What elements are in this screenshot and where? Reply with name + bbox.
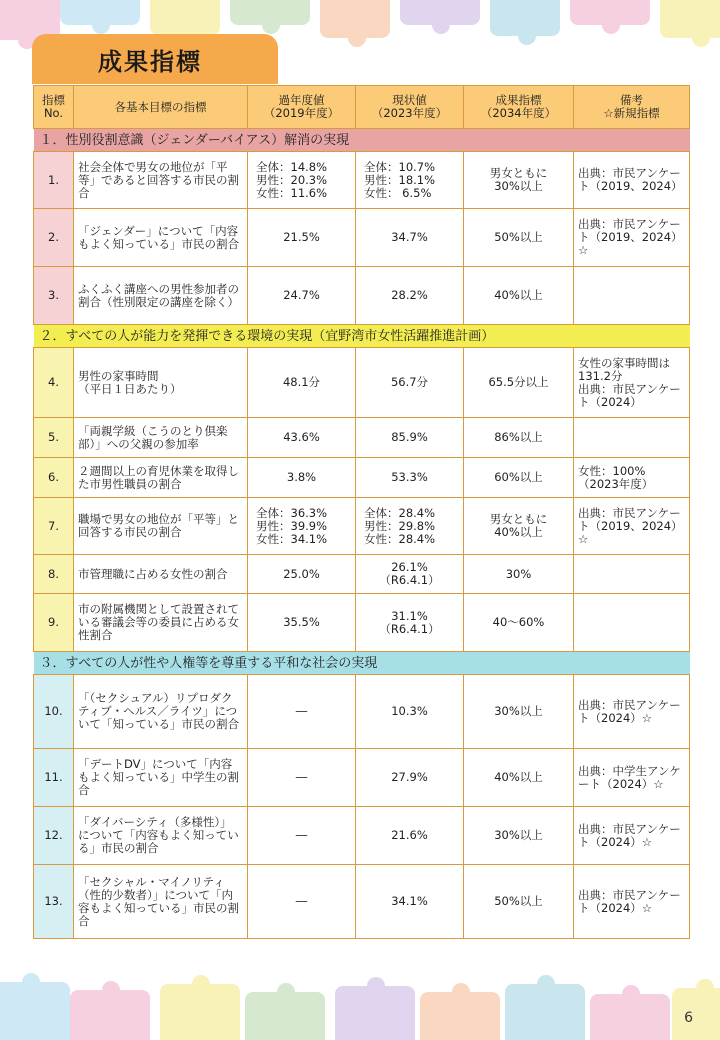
row-indicator: 「デートDV」について「内容もよく知っている」中学生の割合 [74, 749, 248, 807]
table-row [34, 807, 690, 865]
row-past: ― [248, 807, 356, 865]
row-past: ― [248, 865, 356, 939]
row-indicator: 「（セクシュアル）リプロダクティブ・ヘルス／ライツ」について「知っている」市民の割合 [74, 675, 248, 749]
row-notes: 出典：市民アンケート（2024）☆ [574, 675, 690, 749]
row-notes: 出典：市民アンケート（2024）☆ [574, 807, 690, 865]
row-past: 3.8% [248, 458, 356, 498]
row-no: 4. [34, 348, 74, 418]
row-no: 7. [34, 498, 74, 555]
row-no: 8. [34, 555, 74, 594]
row-notes [574, 267, 690, 325]
section-row-3 [34, 652, 690, 675]
row-no: 1. [34, 152, 74, 209]
row-target: 40%以上 [464, 749, 574, 807]
row-past: 48.1分 [248, 348, 356, 418]
table-row [34, 348, 690, 418]
row-target: 30% [464, 555, 574, 594]
page-number: 6 [684, 1010, 693, 1026]
table-row [34, 675, 690, 749]
header-no: 指標 No. [34, 86, 74, 129]
table-header-row [34, 86, 690, 129]
row-notes: 女性：100% （2023年度） [574, 458, 690, 498]
row-past: 25.0% [248, 555, 356, 594]
table-row [34, 749, 690, 807]
row-target: 60%以上 [464, 458, 574, 498]
row-notes: 出典：市民アンケート（2019、2024）☆ [574, 498, 690, 555]
section-title: ２．すべての人が能力を発揮できる環境の実現（宜野湾市女性活躍推進計画） [34, 325, 690, 348]
row-notes [574, 594, 690, 652]
table-row [34, 458, 690, 498]
header-current: 現状値 （2023年度） [356, 86, 464, 129]
row-target: 65.5分以上 [464, 348, 574, 418]
puzzle-decoration-bottom [0, 960, 720, 1040]
row-past: ― [248, 749, 356, 807]
row-no: 11. [34, 749, 74, 807]
row-notes: 出典：市民アンケート（2024）☆ [574, 865, 690, 939]
table-row [34, 152, 690, 209]
row-no: 5. [34, 418, 74, 458]
row-target: 50%以上 [464, 865, 574, 939]
row-current: 85.9% [356, 418, 464, 458]
row-indicator: 男性の家事時間 （平日１日あたり） [74, 348, 248, 418]
row-indicator: 「ダイバーシティ（多様性）」について「内容もよく知っている」市民の割合 [74, 807, 248, 865]
row-past: 35.5% [248, 594, 356, 652]
page-title-tab [32, 34, 278, 84]
row-target: 男女ともに 40%以上 [464, 498, 574, 555]
row-target: 40%以上 [464, 267, 574, 325]
row-past: 全体：14.8% 男性：20.3% 女性：11.6% [248, 152, 356, 209]
header-target: 成果指標 （2034年度） [464, 86, 574, 129]
row-target: 50%以上 [464, 209, 574, 267]
table-row [34, 865, 690, 939]
row-current: 26.1% （R6.4.1） [356, 555, 464, 594]
table-row [34, 498, 690, 555]
row-notes: 出典：市民アンケート（2019、2024） [574, 152, 690, 209]
row-current: 全体：28.4% 男性：29.8% 女性：28.4% [356, 498, 464, 555]
table-row [34, 209, 690, 267]
row-notes: 女性の家事時間は131.2分 出典：市民アンケート（2024） [574, 348, 690, 418]
row-current: 全体：10.7% 男性：18.1% 女性： 6.5% [356, 152, 464, 209]
section-title: ３．すべての人が性や人権等を尊重する平和な社会の実現 [34, 652, 690, 675]
row-past: 21.5% [248, 209, 356, 267]
row-indicator: 「ジェンダー」について「内容もよく知っている」市民の割合 [74, 209, 248, 267]
row-notes: 出典：中学生アンケート（2024）☆ [574, 749, 690, 807]
row-notes: 出典：市民アンケート（2019、2024）☆ [574, 209, 690, 267]
row-current: 21.6% [356, 807, 464, 865]
row-no: 2. [34, 209, 74, 267]
row-current: 10.3% [356, 675, 464, 749]
header-notes: 備考 ☆新規指標 [574, 86, 690, 129]
indicator-table [33, 85, 690, 939]
row-indicator: 職場で男女の地位が「平等」と回答する市民の割合 [74, 498, 248, 555]
row-indicator: 「セクシャル・マイノリティ（性的少数者）」について「内容もよく知っている」市民の割合 [74, 865, 248, 939]
row-current: 34.1% [356, 865, 464, 939]
row-no: 9. [34, 594, 74, 652]
row-no: 12. [34, 807, 74, 865]
row-past: 43.6% [248, 418, 356, 458]
row-no: 6. [34, 458, 74, 498]
row-past: ― [248, 675, 356, 749]
row-past: 全体：36.3% 男性：39.9% 女性：34.1% [248, 498, 356, 555]
table-row [34, 267, 690, 325]
table-row [34, 555, 690, 594]
row-past: 24.7% [248, 267, 356, 325]
row-indicator: ふくふく講座への男性参加者の割合（性別限定の講座を除く） [74, 267, 248, 325]
section-row-1 [34, 129, 690, 152]
row-current: 31.1% （R6.4.1） [356, 594, 464, 652]
table-row [34, 594, 690, 652]
row-current: 34.7% [356, 209, 464, 267]
row-notes [574, 418, 690, 458]
section-row-2 [34, 325, 690, 348]
row-target: 30%以上 [464, 807, 574, 865]
section-title: １．性別役割意識（ジェンダーバイアス）解消の実現 [34, 129, 690, 152]
row-target: 86%以上 [464, 418, 574, 458]
row-no: 3. [34, 267, 74, 325]
row-indicator: 「両親学級（こうのとり倶楽部）」への父親の参加率 [74, 418, 248, 458]
row-indicator: 社会全体で男女の地位が「平等」であると回答する市民の割合 [74, 152, 248, 209]
row-current: 56.7分 [356, 348, 464, 418]
row-target: 30%以上 [464, 675, 574, 749]
header-indicator: 各基本目標の指標 [74, 86, 248, 129]
table-row [34, 418, 690, 458]
row-current: 53.3% [356, 458, 464, 498]
row-no: 10. [34, 675, 74, 749]
row-current: 28.2% [356, 267, 464, 325]
page-title: 成果指標 [98, 47, 202, 76]
row-target: 40～60% [464, 594, 574, 652]
row-indicator: 市管理職に占める女性の割合 [74, 555, 248, 594]
row-current: 27.9% [356, 749, 464, 807]
row-target: 男女ともに 30%以上 [464, 152, 574, 209]
row-indicator: ２週間以上の育児休業を取得した市男性職員の割合 [74, 458, 248, 498]
header-past: 過年度値 （2019年度） [248, 86, 356, 129]
row-no: 13. [34, 865, 74, 939]
row-notes [574, 555, 690, 594]
row-indicator: 市の附属機関として設置されている審議会等の委員に占める女性割合 [74, 594, 248, 652]
